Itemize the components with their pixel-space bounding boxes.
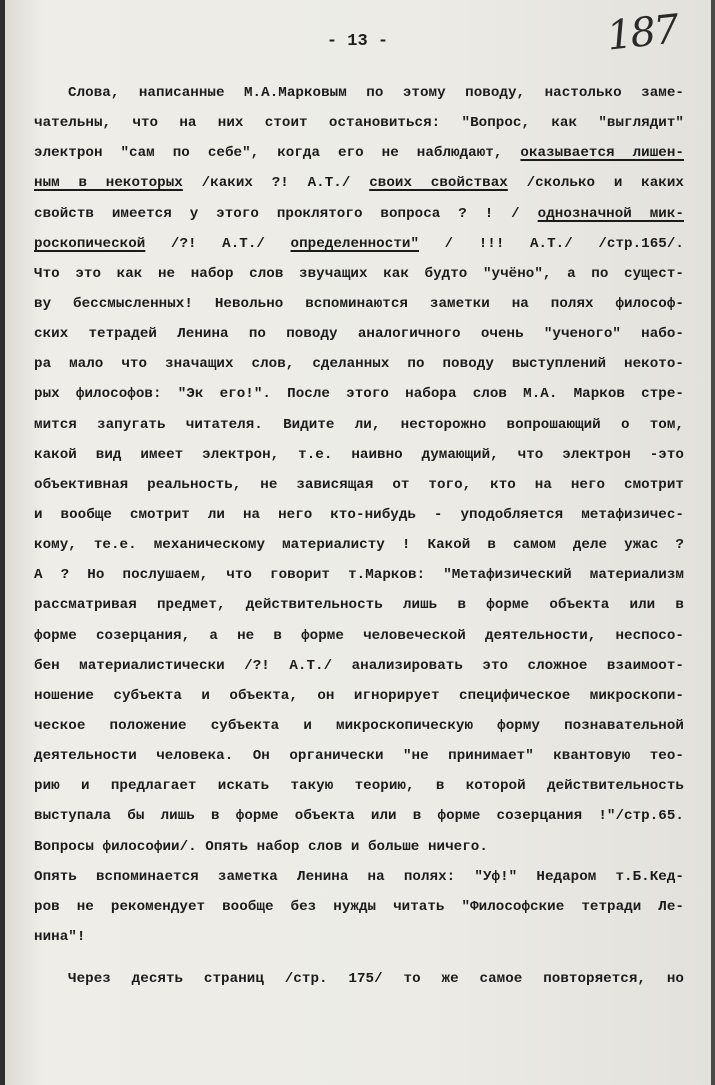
text-segment: объективная реальность, не зависящая от того, кто на него смотрит (34, 476, 684, 493)
text-line (34, 964, 684, 994)
text-segment: мится запугать читателя. Видите ли, несторожно вопрошающий о том, (34, 416, 684, 433)
text-line (34, 168, 684, 198)
text-line (34, 681, 684, 711)
text-segment: кому, те.е. механическому материалисту ! Какой в самом деле ужас ? (34, 537, 684, 554)
text-line (34, 319, 684, 349)
text-line (34, 259, 684, 289)
text-line (34, 229, 684, 259)
text-segment: форме созерцания, а не в форме человеческой деятельности, неспосо- (34, 627, 684, 644)
underlined-text: определенности" (290, 235, 420, 252)
text-segment: ра мало что значащих слов, сделанных по поводу выступлений некото- (34, 356, 684, 373)
text-line (34, 922, 684, 952)
text-line (34, 379, 684, 409)
text-segment: /?! А.Т./ (145, 235, 291, 252)
underlined-text: ным в некоторых (34, 175, 183, 192)
text-segment: Слова, написанные М.А.Марковым по этому поводу, настолько заме- (68, 85, 684, 101)
text-segment: ров не рекомендует вообще без нужды читать "Философские тетради Ле- (34, 898, 684, 915)
text-line (34, 560, 684, 590)
text-segment: /сколько и каких (507, 175, 684, 192)
text-line (34, 651, 684, 681)
text-line (34, 621, 684, 651)
text-segment: Через десять страниц /стр. 175/ то же самое повторяется, но (68, 971, 684, 988)
text-segment: ских тетрадей Ленина по поводу аналогичного очень "ученого" набо- (34, 326, 684, 343)
typewritten-body (34, 78, 684, 994)
text-line (34, 78, 684, 108)
text-segment: рассматривая предмет, действительность лишь в форме объекта или в (34, 597, 684, 614)
text-line (34, 470, 684, 500)
text-line (34, 771, 684, 801)
text-segment: чательны, что на них стоит остановиться: "Вопрос, как "выглядит" (34, 115, 684, 132)
text-segment: Что это как не набор слов звучащих как будто "учёно", а по сущест- (34, 265, 684, 282)
text-line (34, 741, 684, 771)
text-segment: бен материалистически /?! А.Т./ анализировать это сложное взаимоот- (34, 657, 684, 674)
scan-edge-left (0, 0, 5, 1085)
text-segment: какой вид имеет электрон, т.е. наивно думающий, что электрон -это (34, 446, 684, 463)
text-line (34, 289, 684, 319)
text-segment: А ? Но послушаем, что говорит т.Марков: "Метафизический материализм (34, 567, 684, 584)
text-line (34, 711, 684, 741)
text-line (34, 590, 684, 620)
text-segment: ношение субъекта и объекта, он игнорирует специфическое микроскопи- (34, 687, 684, 704)
underlined-text: роскопической (34, 235, 146, 252)
text-segment: выступала бы лишь в форме объекта или в форме созерцания !"/стр.65. (34, 808, 684, 825)
text-segment: рию и предлагает искать такую теорию, в которой действительность (34, 778, 684, 795)
text-segment: и вообще смотрит ли на него кто-нибудь - уподобляется метафизичес- (34, 506, 684, 523)
text-segment: электрон "сам по себе", когда его не наблюдают, (34, 145, 521, 162)
text-line (34, 440, 684, 470)
text-line (34, 410, 684, 440)
text-line (34, 892, 684, 922)
text-segment: деятельности человека. Он органически "не принимает" квантовую тео- (34, 748, 684, 765)
text-line (34, 349, 684, 379)
scan-edge-right (711, 0, 715, 1085)
text-segment: Вопросы философии/. Опять набор слов и больше ничего. (34, 838, 488, 855)
text-segment: / !!! А.Т./ /стр.165/. (419, 235, 684, 252)
text-line (34, 530, 684, 560)
text-segment: свойств имеется у этого проклятого вопроса ? ! / (34, 205, 538, 222)
text-segment: Опять вспоминается заметка Ленина на полях: "Уф!" Недаром т.Б.Кед- (34, 868, 684, 885)
text-segment: ческое положение субъекта и микроскопическую форму познавательной (34, 717, 684, 734)
text-line (34, 862, 684, 892)
text-line (34, 500, 684, 530)
text-line (34, 199, 684, 229)
text-segment: ву бессмысленных! Невольно вспоминаются заметки на полях философ- (34, 295, 684, 312)
text-line (34, 108, 684, 138)
text-line (34, 138, 684, 168)
text-segment: нина"! (34, 928, 86, 945)
underlined-text: своих свойствах (369, 175, 508, 192)
handwritten-archive-number: 187 (604, 6, 680, 60)
text-segment: /каких ?! А.Т./ (182, 175, 370, 192)
text-line (34, 801, 684, 831)
underlined-text: оказывается лишен- (520, 145, 684, 162)
text-line (34, 832, 684, 862)
text-segment: рых философов: "Эк его!". После этого набора слов М.А. Марков стре- (34, 386, 684, 403)
underlined-text: однозначной мик- (537, 205, 684, 222)
page-number: - 13 - (326, 32, 389, 51)
